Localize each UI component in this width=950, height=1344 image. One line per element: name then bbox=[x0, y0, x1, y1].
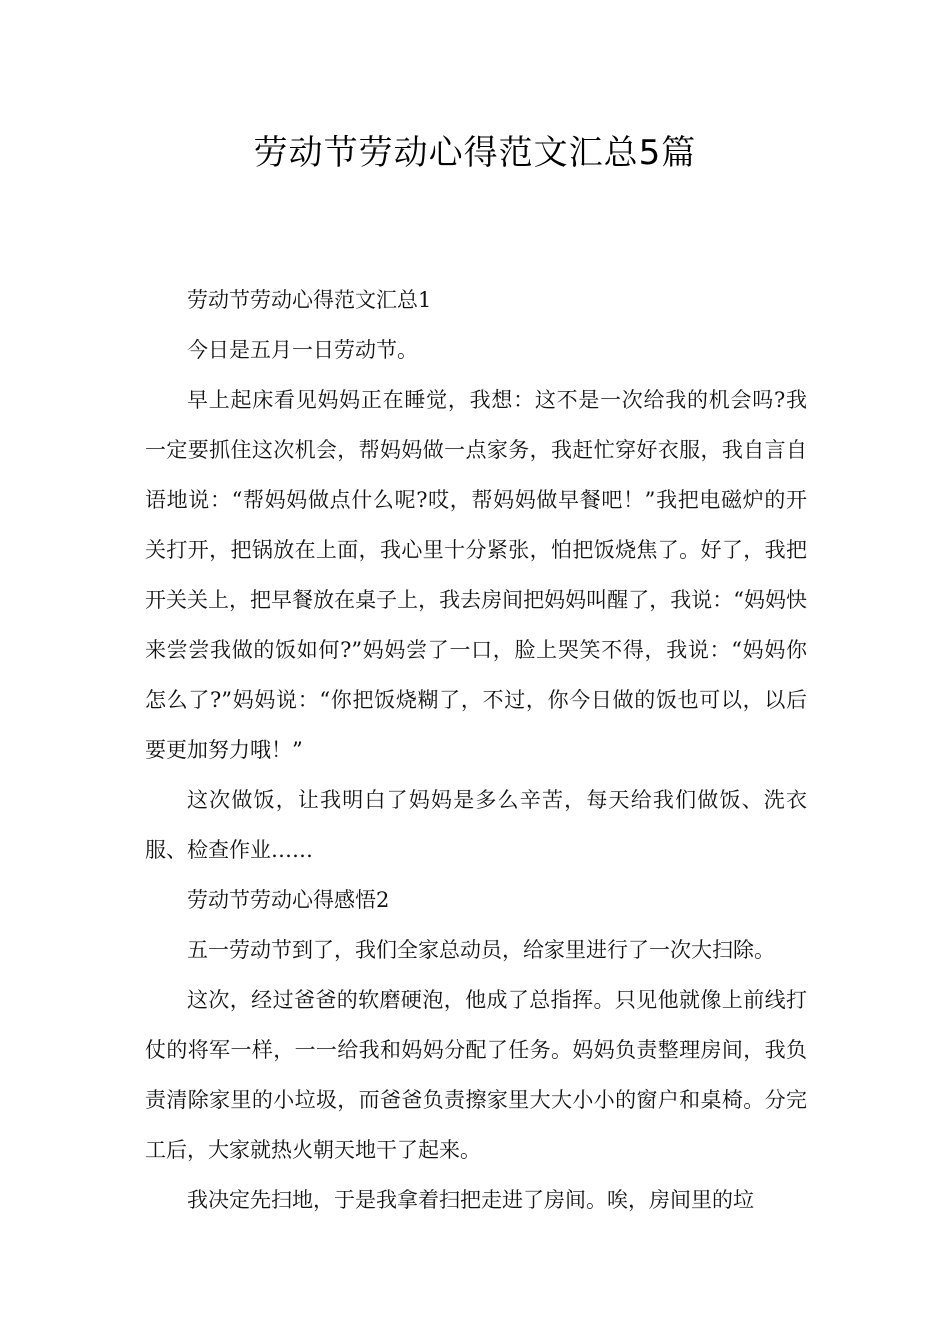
paragraph: 这次做饭，让我明白了妈妈是多么辛苦，每天给我们做饭、洗衣服、检查作业…… bbox=[145, 788, 807, 862]
section-heading-1: 劳动节劳动心得范文汇总1 bbox=[187, 288, 432, 312]
paragraph: 我决定先扫地，于是我拿着扫把走进了房间。唉，房间里的垃 bbox=[187, 1188, 754, 1212]
paragraph: 这次，经过爸爸的软磨硬泡，他成了总指挥。只见他就像上前线打仗的将军一样，一一给我和妈妈分配了任务。妈妈负责整理房间，我负责清除家里的小垃圾，而爸爸负责擦家里大大小小的窗户和桌椅。分完工后，大家就热火朝天地干了起来。 bbox=[145, 988, 807, 1162]
paragraph: 今日是五月一日劳动节。 bbox=[187, 338, 418, 362]
paragraph: 五一劳动节到了，我们全家总动员，给家里进行了一次大扫除。 bbox=[187, 938, 775, 962]
document-title: 劳动节劳动心得范文汇总5篇 bbox=[253, 133, 697, 173]
document-body bbox=[145, 275, 807, 1225]
section-heading-2: 劳动节劳动心得感悟2 bbox=[187, 888, 390, 912]
paragraph: 早上起床看见妈妈正在睡觉，我想：这不是一次给我的机会吗?我一定要抓住这次机会，帮妈妈做一点家务，我赶忙穿好衣服，我自言自语地说：“帮妈妈做点什么呢?哎，帮妈妈做早餐吧！”我把电磁炉的开关打开，把锅放在上面，我心里十分紧张，怕把饭烧焦了。好了，我把开关关上，把早餐放在桌子上，我去房间把妈妈叫醒了，我说：“妈妈快来尝尝我做的饭如何?”妈妈尝了一口，脸上哭笑不得，我说：“妈妈你怎么了?”妈妈说：“你把饭烧糊了，不过，你今日做的饭也可以，以后要更加努力哦！” bbox=[145, 388, 807, 762]
